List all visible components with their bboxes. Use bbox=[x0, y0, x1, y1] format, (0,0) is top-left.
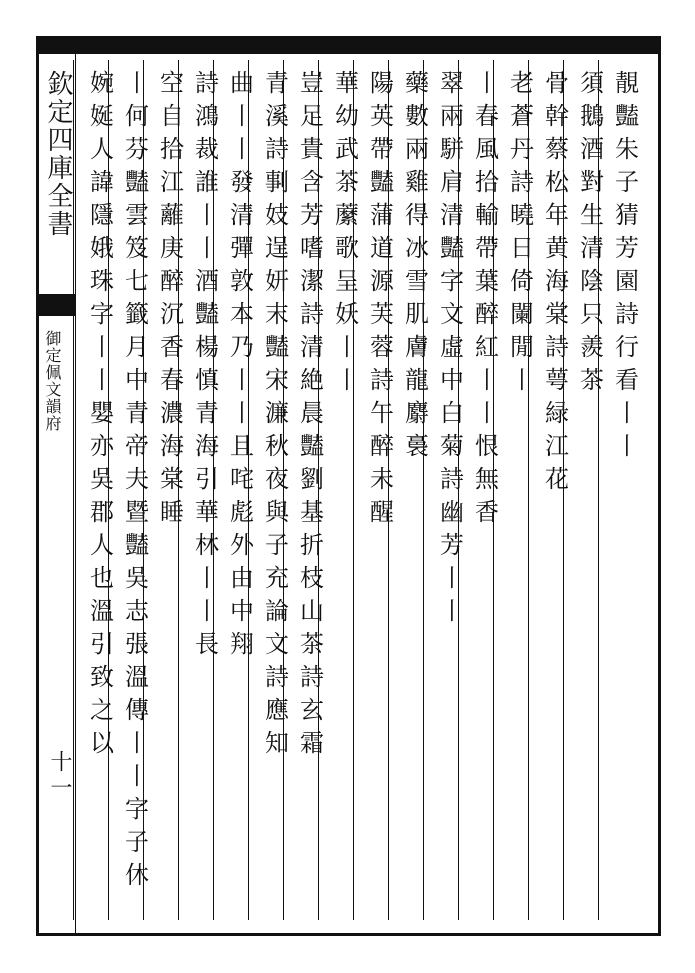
top-border-bar bbox=[36, 36, 661, 54]
text-column: 婉娫人諱隱娥珠字丨丨嬰亦吳郡人也溫引致之以 bbox=[73, 60, 125, 920]
text-column: 老蒼丹詩曉日倚闌閒丨 bbox=[493, 60, 545, 920]
text-column: 丨何芬豔雲笈七籤月中青帝夫暨豔吳志張溫傳丨丨字子休 bbox=[108, 60, 160, 920]
text-column: 藥數兩雞得冰雪肌膚龍麝裛 bbox=[388, 60, 440, 920]
text-column: 骨幹蔡松年黄海棠詩萼緑江花 bbox=[528, 60, 580, 920]
text-column: 空自拾江蘺庚醉沉香春濃海棠睡 bbox=[143, 60, 195, 920]
text-columns bbox=[80, 60, 650, 920]
page-number: 十一 bbox=[47, 750, 72, 802]
text-column: 靚豔朱子猜芳園詩行看丨丨 bbox=[598, 60, 650, 920]
text-column: 陽英帶豔蒲道源芙蓉詩午醉未醒 bbox=[353, 60, 405, 920]
text-column: 曲丨丨發清彈敦本乃丨丨且咤彪外由中翔 bbox=[213, 60, 265, 920]
text-column: 詩鴻裁誰丨丨酒豔楊慎青海引華林丨丨長 bbox=[178, 60, 230, 920]
book-title: 欽定四庫全書 bbox=[43, 70, 73, 238]
text-column: 華幼武茶䕷歌呈妖丨丨 bbox=[318, 60, 370, 920]
section-title: 御定佩文韻府 bbox=[43, 330, 62, 432]
fishtail-mark bbox=[36, 294, 76, 316]
text-column: 翠兩駢肩清豔字文虛中白菊詩幽芳丨丨 bbox=[423, 60, 475, 920]
text-column: 丨春風拾輸帶葉醉紅丨丨恨無香 bbox=[458, 60, 510, 920]
text-column: 須鵝酒對生清陰只羨茶 bbox=[563, 60, 615, 920]
text-column: 豈足貴含芳嗜潔詩清絶晨豔劉基折枝山茶詩玄霜 bbox=[283, 60, 335, 920]
text-column: 青溪詩剚妓逞妍末豔宋濂秋夜與子充論文詩應知 bbox=[248, 60, 300, 920]
